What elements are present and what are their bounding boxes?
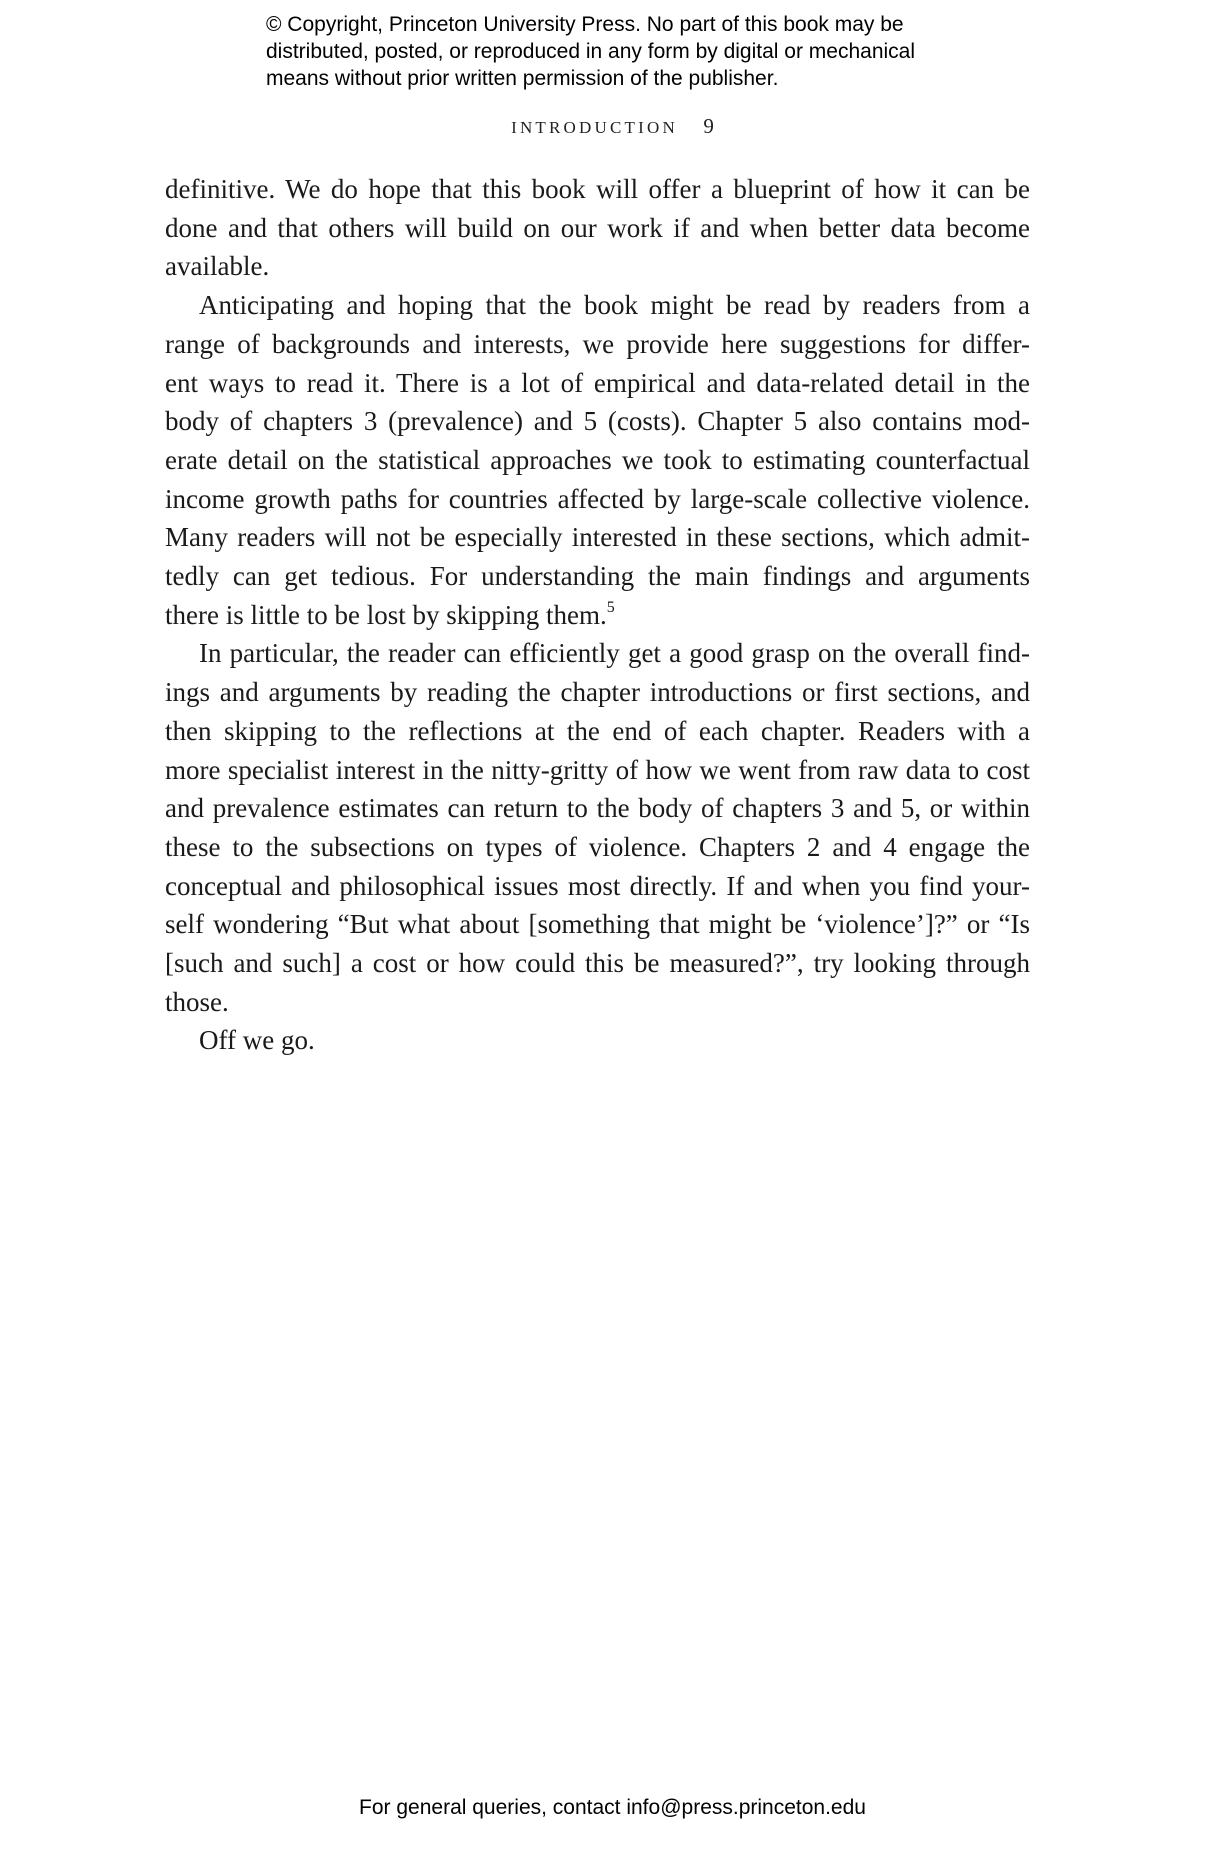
text-line: those.	[165, 986, 229, 1017]
text-line: definitive. We do hope that this book will offer a blueprint of how it can be	[165, 174, 1030, 204]
footer-contact: For general queries, contact info@press.princeton.edu	[359, 1796, 866, 1819]
text-line: [such and such] a cost or how could this be measured?”, try looking through	[165, 948, 1030, 979]
text-line: ent ways to read it. There is a lot of empirical and data-related detail in the	[165, 367, 1030, 398]
text-line: and prevalence estimates can return to the body of chapters 3 and 5, or within	[165, 793, 1030, 824]
text-line	[165, 596, 1030, 635]
copyright-line: © Copyright, Princeton University Press. No part of this book may be	[266, 13, 904, 36]
text-line: Many readers will not be especially interested in these sections, which admit-	[165, 522, 1030, 553]
text-line: available.	[165, 251, 270, 282]
text-line: these to the subsections on types of violence. Chapters 2 and 4 engage the	[165, 831, 1030, 862]
text-line: then skipping to the reflections at the end of each chapter. Readers with a	[165, 715, 1030, 746]
text-line: Off we go.	[199, 1025, 315, 1056]
text-line-content: there is little to be lost by skipping them.	[165, 599, 607, 630]
text-line: erate detail on the statistical approaches we took to estimating counterfactual	[165, 444, 1030, 475]
copyright-line: distributed, posted, or reproduced in any form by digital or mechanical	[266, 40, 916, 63]
text-line: self wondering “But what about [something that might be ‘violence’]?” or “Is	[165, 909, 1030, 940]
text-line: ings and arguments by reading the chapter introductions or first sections, and	[165, 677, 1030, 708]
page-number: 9	[703, 114, 714, 138]
paragraph	[165, 1021, 1030, 1060]
text-line: Anticipating and hoping that the book might be read by readers from a	[199, 290, 1030, 321]
paragraph	[165, 286, 1030, 634]
text-line: body of chapters 3 (prevalence) and 5 (costs). Chapter 5 also contains mod-	[165, 406, 1030, 437]
text-line: more specialist interest in the nitty-gritty of how we went from raw data to cost	[165, 754, 1030, 785]
body-text	[165, 170, 1030, 1060]
running-head	[0, 114, 1225, 139]
text-line: range of backgrounds and interests, we provide here suggestions for differ-	[165, 328, 1030, 359]
copyright-notice	[266, 11, 1026, 92]
text-line: In particular, the reader can efficiently get a good grasp on the overall find-	[199, 638, 1030, 669]
text-line: income growth paths for countries affected by large-scale collective violence.	[165, 483, 1030, 514]
text-line: done and that others will build on our work if and when better data become	[165, 212, 1030, 243]
paragraph	[165, 634, 1030, 1021]
footnote-reference[interactable]: 5	[606, 598, 615, 616]
text-line: tedly can get tedious. For understanding the main findings and arguments	[165, 561, 1030, 592]
running-head-title: INTRODUCTION	[511, 118, 678, 137]
paragraph	[165, 170, 1030, 286]
text-line: conceptual and philosophical issues most directly. If and when you find your-	[165, 870, 1030, 901]
copyright-line: means without prior written permission of the publisher.	[266, 67, 779, 90]
